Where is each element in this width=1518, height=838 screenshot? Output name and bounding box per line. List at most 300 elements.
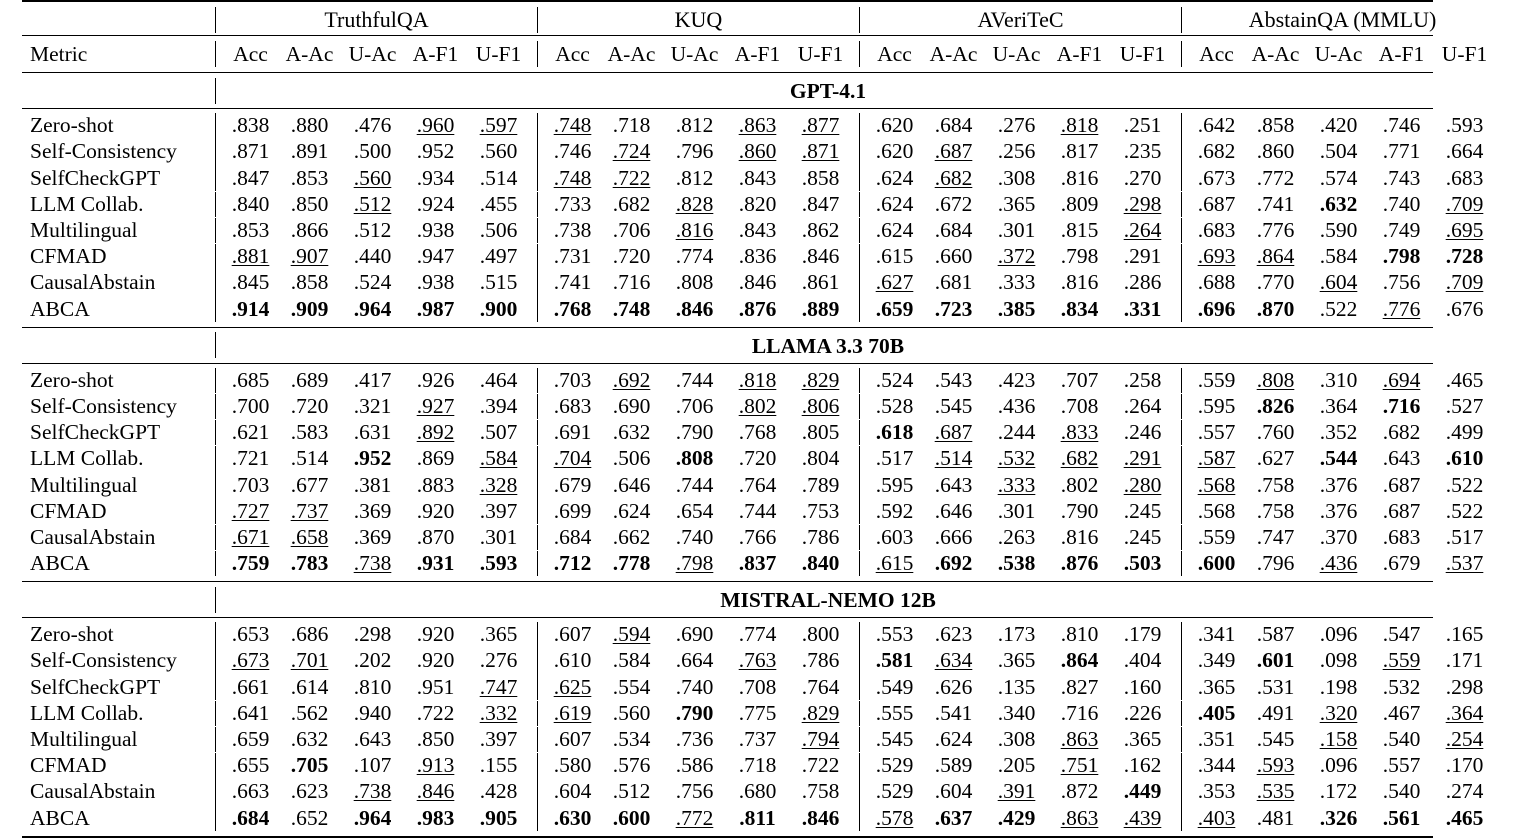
vertical-rule [1181,192,1183,218]
group-separator-r1-6-2 [852,525,867,551]
value-text: .843 [738,218,777,243]
value-text: .173 [997,622,1036,647]
cell-value [922,165,985,191]
cell-value [278,192,341,218]
vertical-rule [859,446,861,472]
value-text: .403 [1197,805,1236,830]
value-text: .722 [416,700,455,725]
cell-value [467,498,530,524]
cell-value [1370,139,1433,165]
value-text: .592 [875,498,914,523]
cell-value [789,498,852,524]
cell-value [545,113,600,139]
cell-value [1370,498,1433,524]
group-separator-r2-6-0 [208,779,223,805]
value-text: .746 [1382,113,1421,138]
value-text: .607 [553,622,592,647]
cell-value [1048,727,1111,753]
cell-value [1307,701,1370,727]
cell-value [663,296,726,322]
cell-value [1433,113,1496,139]
metric-header-kuq-u-f1: U-F1 [797,42,844,66]
cell-value [1244,192,1307,218]
cell-value [1244,551,1307,577]
value-text: .364 [1319,393,1358,418]
cell-value [663,165,726,191]
cell-value [1244,165,1307,191]
cell-value [663,420,726,446]
group-header-averitec: AVeriTeC [977,7,1064,32]
group-separator-r1-0-3 [1174,368,1189,394]
cell-value [341,420,404,446]
cell-value [985,165,1048,191]
value-text: .162 [1123,753,1162,778]
metric-header-abstainqa-mmlu-u-f1: U-F1 [1441,42,1488,66]
cell-value [1433,622,1496,648]
value-text: .876 [1060,551,1099,576]
cell-value [341,270,404,296]
cell-value [726,139,789,165]
cell-value [223,779,278,805]
value-text: .811 [739,805,776,830]
value-text: .512 [612,779,651,804]
value-text: .983 [416,805,455,830]
value-text: .515 [479,270,518,295]
value-text: .829 [801,367,840,392]
value-text: .703 [231,472,270,497]
cell-value [223,270,278,296]
value-text: .298 [1445,674,1484,699]
cell-value [278,446,341,472]
value-text: .740 [675,674,714,699]
vertical-rule [1181,472,1183,498]
vertical-rule [537,7,539,33]
value-text: .467 [1382,700,1421,725]
value-text: .827 [1060,674,1099,699]
value-text: .927 [416,393,455,418]
metric-header-kuq-acc: Acc [555,42,590,66]
value-text: .727 [231,498,270,523]
group-separator-r0-2-1 [530,165,545,191]
cell-value [1244,674,1307,700]
value-text: .170 [1445,753,1484,778]
cell-value [1048,753,1111,779]
value-text: .246 [1123,420,1162,445]
cell-value [726,674,789,700]
cell-value [922,622,985,648]
cell-value [663,727,726,753]
cell-value [467,551,530,577]
cell-value [726,779,789,805]
value-text: .938 [416,270,455,295]
vertical-rule [215,192,217,218]
value-text: .816 [1060,270,1099,295]
group-separator-r0-7-1 [530,296,545,322]
cell-value [985,139,1048,165]
value-text: .889 [801,296,840,321]
value-text: .096 [1319,622,1358,647]
value-text: .871 [231,139,270,164]
value-text: .620 [875,139,914,164]
value-text: .709 [1445,270,1484,295]
cell-value [1244,498,1307,524]
value-text: .661 [231,674,270,699]
cell-value [467,525,530,551]
cell-value [600,727,663,753]
value-text: .534 [612,727,651,752]
cell-value [467,192,530,218]
cell-value [545,270,600,296]
group-separator-r1-7-2 [852,551,867,577]
vertical-rule [859,727,861,753]
value-text: .603 [875,524,914,549]
vertical-rule [215,727,217,753]
cell-value [1307,779,1370,805]
cell-value [467,165,530,191]
value-text: .560 [479,139,518,164]
value-text: .716 [1382,393,1421,418]
cell-value [1370,296,1433,322]
value-text: .696 [1197,296,1236,321]
group-separator-r0-5-2 [852,244,867,270]
value-text: .321 [353,393,392,418]
cell-value [726,218,789,244]
value-text: .682 [612,191,651,216]
value-text: .659 [231,727,270,752]
group-separator-r1-2-1 [530,420,545,446]
cell-value [467,674,530,700]
value-text: .687 [934,420,973,445]
value-text: .683 [553,393,592,418]
cell-value [1307,192,1370,218]
model-header-blank [22,332,208,360]
cell-value [985,525,1048,551]
value-text: .532 [997,446,1036,471]
cell-value [600,805,663,831]
value-text: .349 [1197,648,1236,673]
cell-value [1244,753,1307,779]
vertical-rule [1181,41,1183,67]
cell-value [1433,701,1496,727]
value-text: .532 [1382,674,1421,699]
cell-value [985,446,1048,472]
cell-value [789,701,852,727]
cell-value [1189,727,1244,753]
value-text: .476 [353,113,392,138]
group-header-row [22,5,1496,36]
value-text: .684 [934,113,973,138]
vertical-rule [859,472,861,498]
cell-value [663,472,726,498]
value-text: .820 [738,191,777,216]
value-text: .365 [997,648,1036,673]
value-text: .862 [801,218,840,243]
vertical-rule [215,648,217,674]
value-text: .623 [934,622,973,647]
cell-value [1189,270,1244,296]
method-label-multilingual: Multilingual [30,727,138,752]
group-separator-r1-1-3 [1174,394,1189,420]
value-text: .744 [675,367,714,392]
value-text: .920 [416,648,455,673]
cell-value [1307,674,1370,700]
table-row [22,753,1496,779]
cell-value [341,648,404,674]
cell-value [467,622,530,648]
value-text: .352 [1319,420,1358,445]
cell-value [1189,446,1244,472]
cell-value [789,674,852,700]
value-text: .244 [997,420,1036,445]
metric-header-abstainqa-mmlu-acc: Acc [1199,42,1234,66]
cell-value [223,113,278,139]
value-text: .341 [1197,622,1236,647]
value-text: .704 [553,446,592,471]
value-text: .681 [934,270,973,295]
value-text: .810 [1060,622,1099,647]
group-separator-r1-2-3 [1174,420,1189,446]
vertical-rule [859,7,861,33]
value-text: .593 [1445,113,1484,138]
value-text: .420 [1319,113,1358,138]
method-label-self-consistency: Self-Consistency [30,139,177,164]
group-separator-r0-4-2 [852,218,867,244]
value-text: .593 [1256,753,1295,778]
vertical-rule [859,192,861,218]
value-text: .576 [612,753,651,778]
value-text: .627 [875,270,914,295]
cell-value [1189,622,1244,648]
cell-value [545,779,600,805]
cell-value [1244,368,1307,394]
group-separator-r0-6-0 [208,270,223,296]
vertical-rule [859,270,861,296]
vertical-rule [859,244,861,270]
method-label-abca: ABCA [30,551,90,576]
value-text: .731 [553,244,592,269]
value-text: .723 [934,296,973,321]
vertical-rule [1181,551,1183,577]
vertical-rule [859,498,861,524]
cell-value [278,113,341,139]
value-text: .559 [1382,648,1421,673]
value-text: .864 [1256,244,1295,269]
value-text: .812 [675,113,714,138]
cell-value [867,394,922,420]
cell-value [726,244,789,270]
value-text: .590 [1319,218,1358,243]
cell-value [223,368,278,394]
value-text: .699 [553,498,592,523]
value-text: .826 [1256,393,1295,418]
cell-value [985,244,1048,270]
value-text: .340 [997,700,1036,725]
value-text: .920 [416,622,455,647]
cell-value [223,674,278,700]
cell-value [726,192,789,218]
cell-value [1189,648,1244,674]
value-text: .455 [479,191,518,216]
vertical-rule [859,139,861,165]
group-separator-r2-7-1 [530,805,545,831]
cell-value [867,674,922,700]
cell-value [600,525,663,551]
cell-value [1111,139,1174,165]
value-text: .554 [612,674,651,699]
value-text: .772 [675,805,714,830]
value-text: .685 [231,367,270,392]
cell-value [1370,270,1433,296]
value-text: .531 [1256,674,1295,699]
value-text: .759 [231,551,270,576]
model-header-row [22,332,1496,360]
value-text: .720 [738,446,777,471]
cell-value [223,525,278,551]
cell-value [341,622,404,648]
cell-value [1189,472,1244,498]
cell-value [1189,420,1244,446]
value-text: .783 [290,551,329,576]
value-text: .568 [1197,472,1236,497]
cell-value [1189,779,1244,805]
value-text: .499 [1445,420,1484,445]
vertical-rule [215,551,217,577]
group-separator-r2-3-1 [530,701,545,727]
cell-value [1244,139,1307,165]
group-separator-r2-7-3 [1174,805,1189,831]
vertical-rule [859,394,861,420]
cell-value [1307,472,1370,498]
method-label-abca: ABCA [30,296,90,321]
value-text: .301 [479,524,518,549]
value-text: .344 [1197,753,1236,778]
cell-value [922,525,985,551]
value-text: .364 [1445,700,1484,725]
cell-value [922,139,985,165]
cell-value [985,192,1048,218]
group-separator-r0-4-1 [530,218,545,244]
cell-value [985,753,1048,779]
cell-value [922,805,985,831]
metric-header-truthfulqa-acc: Acc [233,42,268,66]
cell-value [789,648,852,674]
cell-value [223,218,278,244]
value-text: .847 [801,191,840,216]
cell-value [545,165,600,191]
cell-value [1370,368,1433,394]
cell-value [1433,394,1496,420]
value-text: .632 [612,420,651,445]
value-text: .771 [1382,139,1421,164]
cell-value [278,701,341,727]
value-text: .637 [934,805,973,830]
cell-value [278,270,341,296]
cell-value [278,622,341,648]
value-text: .692 [612,367,651,392]
cell-value [985,113,1048,139]
vertical-rule [1181,113,1183,139]
value-text: .165 [1445,622,1484,647]
value-text: .877 [801,113,840,138]
group-separator-r1-1-0 [208,394,223,420]
group-separator-r1-5-0 [208,498,223,524]
value-text: .376 [1319,472,1358,497]
value-text: .947 [416,244,455,269]
vertical-rule [215,805,217,831]
group-separator-r1-6-3 [1174,525,1189,551]
value-text: .677 [290,472,329,497]
cell-value [223,498,278,524]
value-text: .828 [675,191,714,216]
value-text: .529 [875,779,914,804]
cell-value [867,472,922,498]
vertical-rule [1181,165,1183,191]
group-separator-r2-3-0 [208,701,223,727]
cell-value [1307,296,1370,322]
value-text: .540 [1382,779,1421,804]
cell-value [789,551,852,577]
cell-value [1189,296,1244,322]
vertical-rule [537,420,539,446]
value-text: .541 [934,700,973,725]
value-text: .545 [875,727,914,752]
cell-value [1048,420,1111,446]
cell-value [663,394,726,420]
value-text: .600 [612,805,651,830]
cell-value [922,296,985,322]
value-text: .843 [738,165,777,190]
group-separator-2 [852,5,867,36]
cell-value [867,779,922,805]
value-text: .864 [1060,648,1099,673]
value-text: .632 [1319,191,1358,216]
cell-value [867,113,922,139]
value-text: .858 [1256,113,1295,138]
value-text: .786 [801,648,840,673]
cell-value [985,805,1048,831]
cell-value [1111,446,1174,472]
table-row [22,779,1496,805]
vertical-rule [215,472,217,498]
value-text: .245 [1123,524,1162,549]
cell-value [278,139,341,165]
value-text: .693 [1197,244,1236,269]
group-separator-r2-1-2 [852,648,867,674]
cell-value [1189,139,1244,165]
cell-value [545,218,600,244]
cell-value [789,525,852,551]
value-text: .861 [801,270,840,295]
method-label-zero-shot: Zero-shot [30,367,114,392]
value-text: .815 [1060,218,1099,243]
value-text: .846 [416,779,455,804]
cell-value [1307,727,1370,753]
vertical-rule [215,78,217,104]
cell-value [985,648,1048,674]
cell-value [867,727,922,753]
cell-value [922,446,985,472]
group-separator-r1-3-3 [1174,446,1189,472]
cell-value [789,622,852,648]
cell-value [663,805,726,831]
value-text: .836 [738,244,777,269]
vertical-rule [215,753,217,779]
value-text: .517 [1445,524,1484,549]
cell-value [985,498,1048,524]
group-separator-r1-4-2 [852,472,867,498]
vertical-rule [1181,368,1183,394]
cell-value [341,472,404,498]
